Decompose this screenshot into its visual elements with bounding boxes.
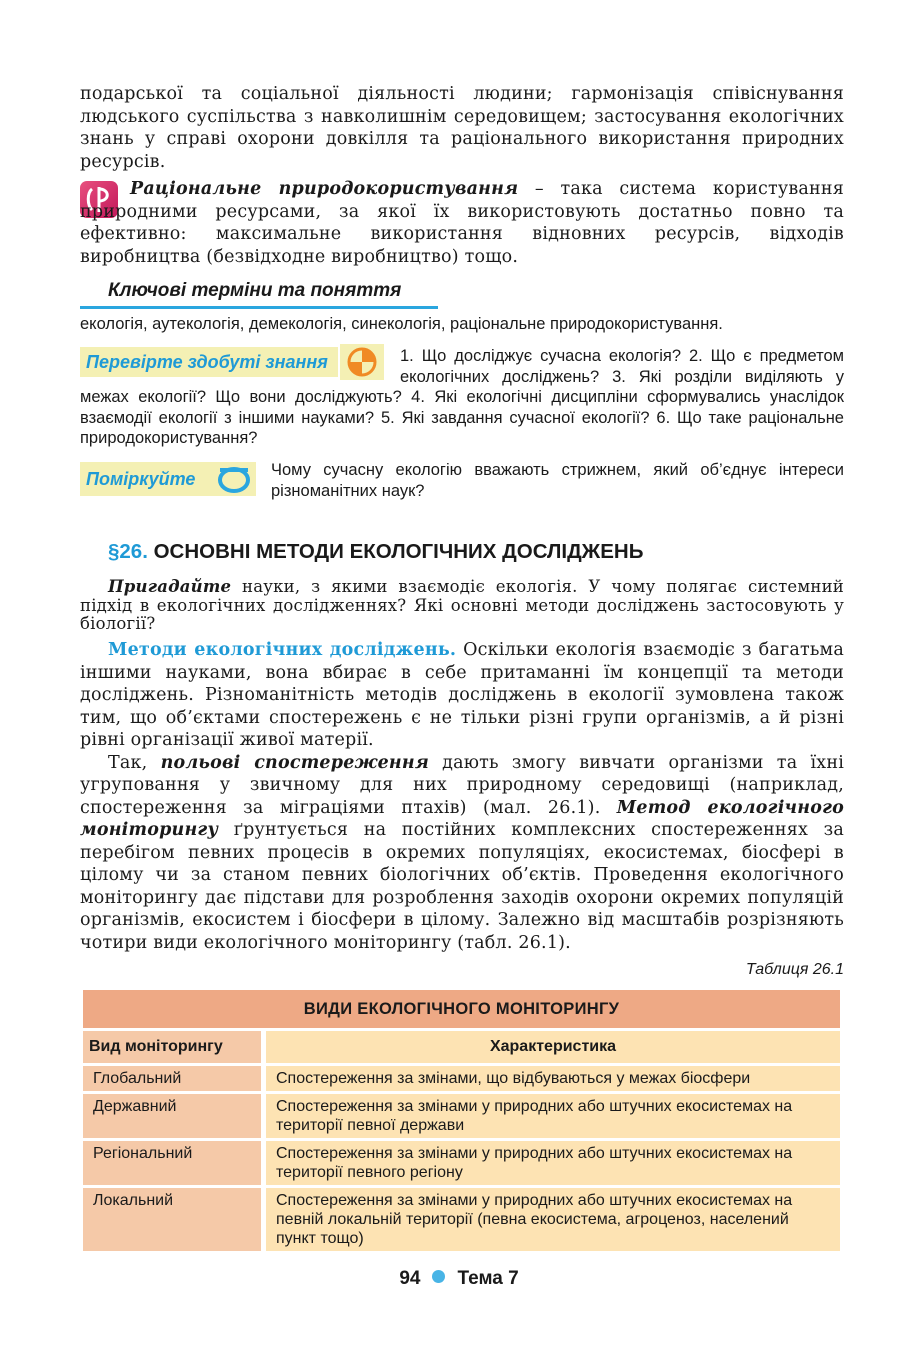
- table-cell-characteristic: Спостереження за змінами у природних або штучних екосистемах на території певної держави: [261, 1094, 840, 1138]
- methods-p2-c: ґрунтується на постійних комплексних спостереженнях за перебігом певних процесів в окремих популяціях, екосистемах, біосфері в цілому чи за станом певних біологічних об’єктів. Проведення екологічного моніторингу дає підстави для розроблення заходів охорони окремих популяцій організмів, екосистем і біосфери в цілому. Залежно від масштабів розрізняють чотири види екологічного моніторингу (табл. 26.1).: [80, 820, 844, 953]
- check-knowledge-label: Перевірте здобуті знання: [86, 352, 328, 372]
- field-observations-term: польові спостереження: [160, 752, 429, 773]
- recall-paragraph: [80, 578, 844, 634]
- table-title: ВИДИ ЕКОЛОГІЧНОГО МОНІТОРИНГУ: [83, 990, 840, 1028]
- think-icon: [212, 462, 256, 496]
- table-caption: Таблиця 26.1: [745, 961, 844, 978]
- think-label: Поміркуйте: [86, 469, 196, 489]
- think-badge: [80, 462, 212, 496]
- page-number: 94: [399, 1268, 421, 1289]
- table-row: [83, 1141, 840, 1185]
- table-row: [83, 1066, 840, 1091]
- bullet-dot-icon: [432, 1270, 445, 1283]
- topic-label: Тема 7: [457, 1268, 519, 1289]
- definition-text: – така система користування природними ресурсами, за якої їх використовують достатньо повно та ефективно: максимальне використання відновних ресурсів, відходів виробництва (безвідходне виробництво) тощо.: [80, 179, 844, 267]
- think-text: Чому сучасну екологію вважають стрижнем, який об’єднує інтереси різноманітних наук?: [271, 461, 844, 500]
- key-terms-heading: Ключові терміни та поняття: [80, 278, 438, 309]
- table-cell-characteristic: Спостереження за змінами у природних або штучних екосистемах на певній локальній території (певна екосистема, агроценоз, населений пункт тощо): [261, 1188, 840, 1251]
- key-terms-text: екологія, аутекологія, демекологія, синекологія, раціональне природокористування.: [80, 315, 723, 333]
- section-title-text: ОСНОВНІ МЕТОДИ ЕКОЛОГІЧНИХ ДОСЛІДЖЕНЬ: [153, 540, 644, 563]
- recall-lead: Пригадайте: [108, 577, 232, 596]
- page-footer: [0, 1268, 918, 1290]
- table-cell-type: Державний: [83, 1094, 261, 1138]
- monitoring-term: Метод екологічного моніторингу: [80, 797, 844, 840]
- monitoring-table: [83, 987, 840, 1254]
- table-header-characteristic: Характеристика: [261, 1031, 840, 1063]
- methods-paragraph: [80, 639, 844, 954]
- definition-paragraph: [80, 178, 844, 268]
- methods-heading: Методи екологічних досліджень.: [108, 640, 457, 660]
- intro-paragraph: [80, 83, 844, 173]
- table-cell-type: Глобальний: [83, 1066, 261, 1091]
- definition-term: Раціональне природокористування: [130, 179, 519, 199]
- table-row: [83, 1188, 840, 1251]
- recall-text: науки, з якими взаємодіє екологія. У чому полягає системний підхід в екологічних дослідженнях? Які основні методи досліджень застосовують у біології?: [80, 577, 844, 633]
- check-knowledge-text: 1. Що досліджує сучасна екологія? 2. Що є предметом екологічних досліджень? 3. Які розділи виділяють у межах екології? Що вони досліджують? 4. Які екологічні дисципліни сформувались унаслідок взаємодії екології з іншими науками? 5. Які завдання сучасної екології? 6. Що таке раціональне природокористування?: [80, 347, 844, 447]
- table-row: [83, 1094, 840, 1138]
- methods-p2-b: дають змогу вивчати організми та їхні угруповання у звичному для них природному середовищі (наприклад, спостереження за міграціями птахів) (мал. 26.1).: [80, 752, 844, 818]
- table-cell-characteristic: Спостереження за змінами у природних або штучних екосистемах на території певного регіону: [261, 1141, 840, 1185]
- methods-p2-a: Так,: [108, 752, 161, 773]
- section-number: §26.: [108, 540, 148, 563]
- section-title: [108, 540, 643, 564]
- methods-p1: Оскільки екологія взаємодіє з багатьма іншими науками, вона вбирає в себе притаманні їм концепції та методи досліджень. Різноманітність методів досліджень в екології зумовлена також тим, що об’єктами спостережень є не тільки різні групи організмів, а й різні рівні організації живої матерії.: [80, 640, 845, 750]
- table-header-type: Вид моніторингу: [83, 1031, 261, 1063]
- table-cell-characteristic: Спостереження за змінами, що відбуваються у межах біосфери: [261, 1066, 840, 1091]
- table-cell-type: Локальний: [83, 1188, 261, 1251]
- table-cell-type: Регіональний: [83, 1141, 261, 1185]
- intro-text: подарської та соціальної діяльності людини; гармонізація співіснування людського суспільства з навколишнім середовищем; застосування екологічних знань у справі охорони довкілля та раціонального використання природних ресурсів.: [80, 84, 844, 172]
